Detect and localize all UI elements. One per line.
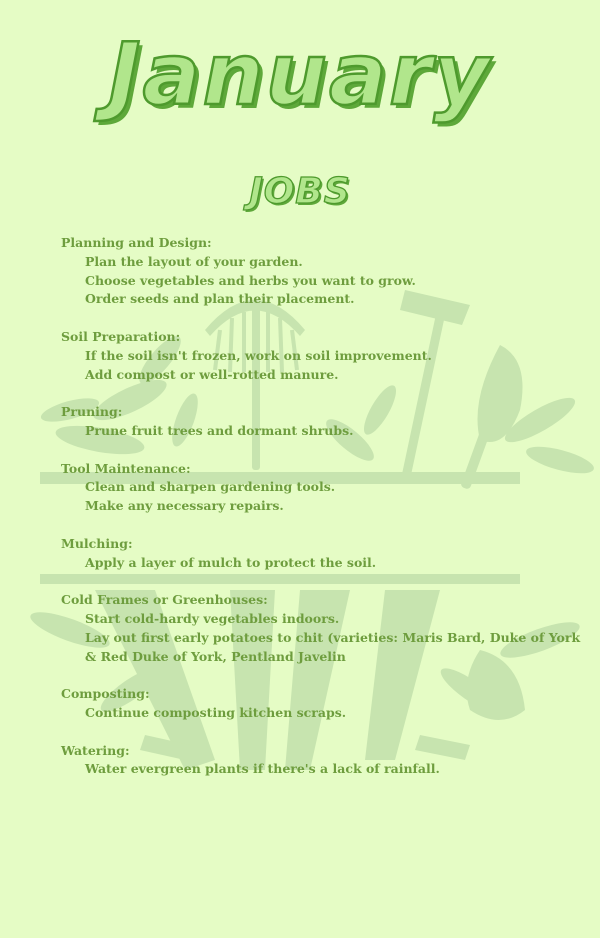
section-composting [61,685,581,723]
section-heading: Mulching: [61,535,133,551]
list-item: Plan the layout of your garden. [85,253,303,269]
list-item: Order seeds and plan their placement. [85,291,355,307]
section-heading: Pruning: [61,404,123,420]
list-item: Continue composting kitchen scraps. [85,704,347,720]
list-item: Apply a layer of mulch to protect the soil. [85,554,377,570]
section-mulching [61,535,581,573]
list-item: Lay out first early potatoes to chit (varieties: Maris Bard, Duke of York [85,629,581,645]
list-item: Add compost or well-rotted manure. [85,366,339,382]
section-heading: Tool Maintenance: [61,460,191,476]
section-cold-frames [61,591,581,666]
list-item: Prune fruit trees and dormant shrubs. [85,422,354,438]
jobs-list [61,234,581,798]
list-item: If the soil isn't frozen, work on soil improvement. [85,347,432,363]
list-item: & Red Duke of York, Pentland Javelin [85,648,346,664]
section-heading: Cold Frames or Greenhouses: [61,592,268,608]
section-planning [61,234,581,309]
section-heading: Watering: [61,742,130,758]
list-item: Water evergreen plants if there's a lack of rainfall. [85,761,440,777]
list-item: Make any necessary repairs. [85,498,284,514]
section-heading: Composting: [61,686,150,702]
section-watering [61,742,581,780]
section-heading: Planning and Design: [61,235,212,250]
page-title: January [108,25,492,125]
list-item: Choose vegetables and herbs you want to grow. [85,272,416,288]
section-soil [61,328,581,384]
section-pruning [61,403,581,441]
section-heading: Soil Preparation: [61,328,181,344]
page-subtitle: JOBS [249,171,351,212]
list-item: Clean and sharpen gardening tools. [85,479,336,495]
section-tools [61,460,581,516]
list-item: Start cold-hardy vegetables indoors. [85,610,340,626]
